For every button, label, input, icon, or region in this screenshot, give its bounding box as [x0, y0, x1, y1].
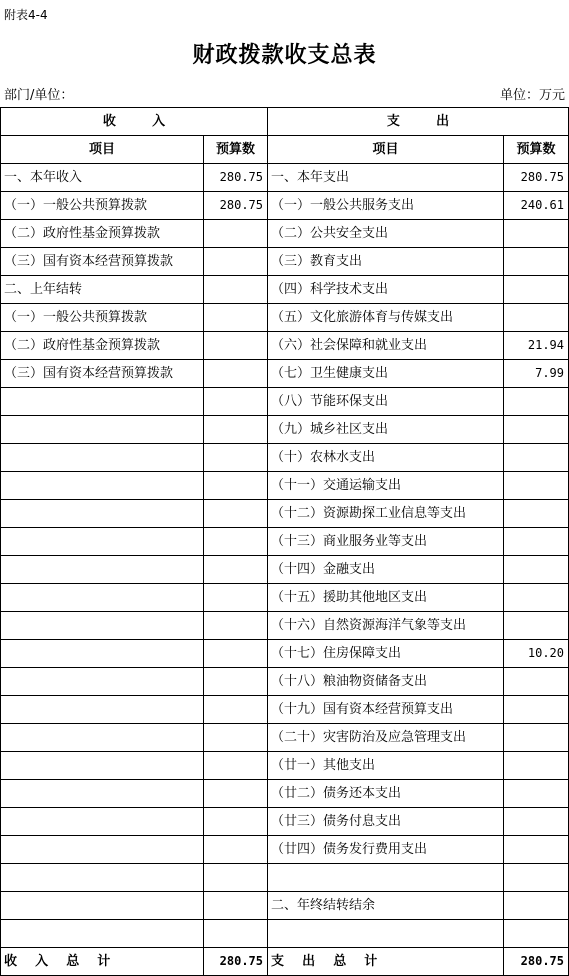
income-item-cell: （三）国有资本经营预算拨款	[1, 360, 204, 388]
table-row	[1, 276, 569, 304]
expense-header: 支 出	[268, 108, 569, 136]
income-value-cell	[204, 808, 268, 836]
income-item-cell	[1, 500, 204, 528]
income-total-label: 收 入 总 计	[1, 948, 204, 976]
expense-value-cell	[504, 220, 569, 248]
table-row	[1, 332, 569, 360]
income-item-cell	[1, 808, 204, 836]
table-row	[1, 444, 569, 472]
table-row	[1, 164, 569, 192]
expense-value-cell	[504, 388, 569, 416]
income-item-cell	[1, 444, 204, 472]
expense-value-cell	[504, 696, 569, 724]
expense-total-value: 280.75	[504, 948, 569, 976]
table-row	[1, 612, 569, 640]
income-value-cell	[204, 360, 268, 388]
income-item-cell	[1, 640, 204, 668]
table-row	[1, 388, 569, 416]
expense-item-cell: （九）城乡社区支出	[268, 416, 504, 444]
income-value-cell	[204, 752, 268, 780]
unit-label: 单位：万元	[499, 88, 565, 103]
expense-value-cell	[504, 836, 569, 864]
expense-item-cell: （三）教育支出	[268, 248, 504, 276]
income-item-cell	[1, 836, 204, 864]
expense-item-cell: （四）科学技术支出	[268, 276, 504, 304]
income-item-cell	[1, 556, 204, 584]
expense-value-cell	[504, 500, 569, 528]
table-row	[1, 416, 569, 444]
total-row	[1, 948, 569, 976]
income-item-cell	[1, 780, 204, 808]
income-header: 收 入	[1, 108, 268, 136]
table-body	[1, 164, 569, 948]
page-title: 财政拨款收支总表	[192, 43, 377, 68]
expense-value-cell	[504, 276, 569, 304]
income-value-cell	[204, 836, 268, 864]
expense-value-cell: 10.20	[504, 640, 569, 668]
expense-value-cell: 7.99	[504, 360, 569, 388]
expense-item-cell: （十八）粮油物资储备支出	[268, 668, 504, 696]
table-row	[1, 836, 569, 864]
expense-budget-header: 预算数	[504, 136, 569, 164]
expense-item-cell: （十一）交通运输支出	[268, 472, 504, 500]
table-row	[1, 360, 569, 388]
expense-value-cell	[504, 584, 569, 612]
table-row	[1, 724, 569, 752]
income-value-cell	[204, 416, 268, 444]
expense-item-cell: （廿二）债务还本支出	[268, 780, 504, 808]
table-row	[1, 528, 569, 556]
income-item-cell: 一、本年收入	[1, 164, 204, 192]
table-row	[1, 640, 569, 668]
expense-item-cell: （廿三）债务付息支出	[268, 808, 504, 836]
income-item-cell: （二）政府性基金预算拨款	[1, 332, 204, 360]
expense-value-cell	[504, 248, 569, 276]
table-row	[1, 668, 569, 696]
income-value-cell	[204, 780, 268, 808]
income-item-cell	[1, 584, 204, 612]
table-row	[1, 248, 569, 276]
income-item-cell: （一）一般公共预算拨款	[1, 304, 204, 332]
expense-value-cell	[504, 668, 569, 696]
income-value-cell	[204, 640, 268, 668]
expense-value-cell	[504, 304, 569, 332]
expense-value-cell	[504, 528, 569, 556]
income-value-cell	[204, 668, 268, 696]
expense-value-cell	[504, 612, 569, 640]
income-value-cell	[204, 332, 268, 360]
income-value-cell	[204, 472, 268, 500]
income-item-cell	[1, 668, 204, 696]
income-value-cell	[204, 612, 268, 640]
income-value-cell	[204, 220, 268, 248]
income-value-cell	[204, 444, 268, 472]
expense-item-cell: （八）节能环保支出	[268, 388, 504, 416]
table-row	[1, 780, 569, 808]
income-value-cell: 280.75	[204, 164, 268, 192]
income-item-cell: 二、上年结转	[1, 276, 204, 304]
expense-item-cell	[268, 920, 504, 948]
income-item-cell	[1, 612, 204, 640]
income-budget-header: 预算数	[204, 136, 268, 164]
table-row	[1, 696, 569, 724]
expense-value-cell	[504, 752, 569, 780]
income-value-cell	[204, 556, 268, 584]
income-item-cell	[1, 752, 204, 780]
income-value-cell	[204, 500, 268, 528]
expense-item-cell: （十四）金融支出	[268, 556, 504, 584]
expense-item-header: 项目	[268, 136, 504, 164]
income-item-header: 项目	[1, 136, 204, 164]
income-item-cell	[1, 892, 204, 920]
expense-value-cell	[504, 920, 569, 948]
expense-value-cell: 280.75	[504, 164, 569, 192]
income-value-cell	[204, 276, 268, 304]
expense-item-cell: （十五）援助其他地区支出	[268, 584, 504, 612]
expense-item-cell: （廿一）其他支出	[268, 752, 504, 780]
table-row	[1, 808, 569, 836]
income-total-value: 280.75	[204, 948, 268, 976]
table-row	[1, 892, 569, 920]
income-value-cell	[204, 584, 268, 612]
table-row	[1, 304, 569, 332]
income-value-cell	[204, 920, 268, 948]
expense-item-cell: （一）一般公共服务支出	[268, 192, 504, 220]
income-item-cell	[1, 920, 204, 948]
expense-item-cell: 一、本年支出	[268, 164, 504, 192]
expense-value-cell	[504, 472, 569, 500]
expense-item-cell: （五）文化旅游体育与传媒支出	[268, 304, 504, 332]
expense-item-cell: （十）农林水支出	[268, 444, 504, 472]
table-row	[1, 752, 569, 780]
expense-item-cell: （十九）国有资本经营预算支出	[268, 696, 504, 724]
table-row	[1, 920, 569, 948]
income-item-cell	[1, 388, 204, 416]
expense-item-cell: （七）卫生健康支出	[268, 360, 504, 388]
table-row	[1, 220, 569, 248]
expense-item-cell: （二）公共安全支出	[268, 220, 504, 248]
income-item-cell: （二）政府性基金预算拨款	[1, 220, 204, 248]
expense-item-cell: （六）社会保障和就业支出	[268, 332, 504, 360]
expense-item-cell	[268, 864, 504, 892]
expense-value-cell	[504, 780, 569, 808]
income-item-cell	[1, 416, 204, 444]
expense-item-cell: 二、年终结转结余	[268, 892, 504, 920]
income-item-cell	[1, 864, 204, 892]
expense-value-cell	[504, 444, 569, 472]
income-value-cell	[204, 248, 268, 276]
income-value-cell	[204, 892, 268, 920]
income-item-cell	[1, 528, 204, 556]
expense-value-cell	[504, 416, 569, 444]
expense-item-cell: （十三）商业服务业等支出	[268, 528, 504, 556]
expense-item-cell: （十二）资源勘探工业信息等支出	[268, 500, 504, 528]
table-row	[1, 472, 569, 500]
income-value-cell	[204, 724, 268, 752]
expense-value-cell	[504, 808, 569, 836]
income-item-cell	[1, 472, 204, 500]
expense-total-label: 支 出 总 计	[268, 948, 504, 976]
expense-value-cell: 240.61	[504, 192, 569, 220]
expense-item-cell: （二十）灾害防治及应急管理支出	[268, 724, 504, 752]
income-item-cell: （一）一般公共预算拨款	[1, 192, 204, 220]
expense-item-cell: （廿四）债务发行费用支出	[268, 836, 504, 864]
income-value-cell	[204, 528, 268, 556]
expense-value-cell	[504, 864, 569, 892]
table-row	[1, 500, 569, 528]
income-value-cell: 280.75	[204, 192, 268, 220]
income-item-cell: （三）国有资本经营预算拨款	[1, 248, 204, 276]
income-value-cell	[204, 388, 268, 416]
table-row	[1, 192, 569, 220]
expense-value-cell	[504, 892, 569, 920]
expense-item-cell: （十六）自然资源海洋气象等支出	[268, 612, 504, 640]
table-row	[1, 864, 569, 892]
income-value-cell	[204, 864, 268, 892]
department-label: 部门/单位：	[4, 88, 74, 103]
income-item-cell	[1, 696, 204, 724]
expense-value-cell	[504, 724, 569, 752]
annex-label: 附表4-4	[4, 8, 48, 22]
expense-item-cell: （十七）住房保障支出	[268, 640, 504, 668]
expense-value-cell: 21.94	[504, 332, 569, 360]
table-row	[1, 556, 569, 584]
income-value-cell	[204, 696, 268, 724]
expense-value-cell	[504, 556, 569, 584]
budget-table	[0, 107, 569, 976]
income-value-cell	[204, 304, 268, 332]
income-item-cell	[1, 724, 204, 752]
table-row	[1, 584, 569, 612]
